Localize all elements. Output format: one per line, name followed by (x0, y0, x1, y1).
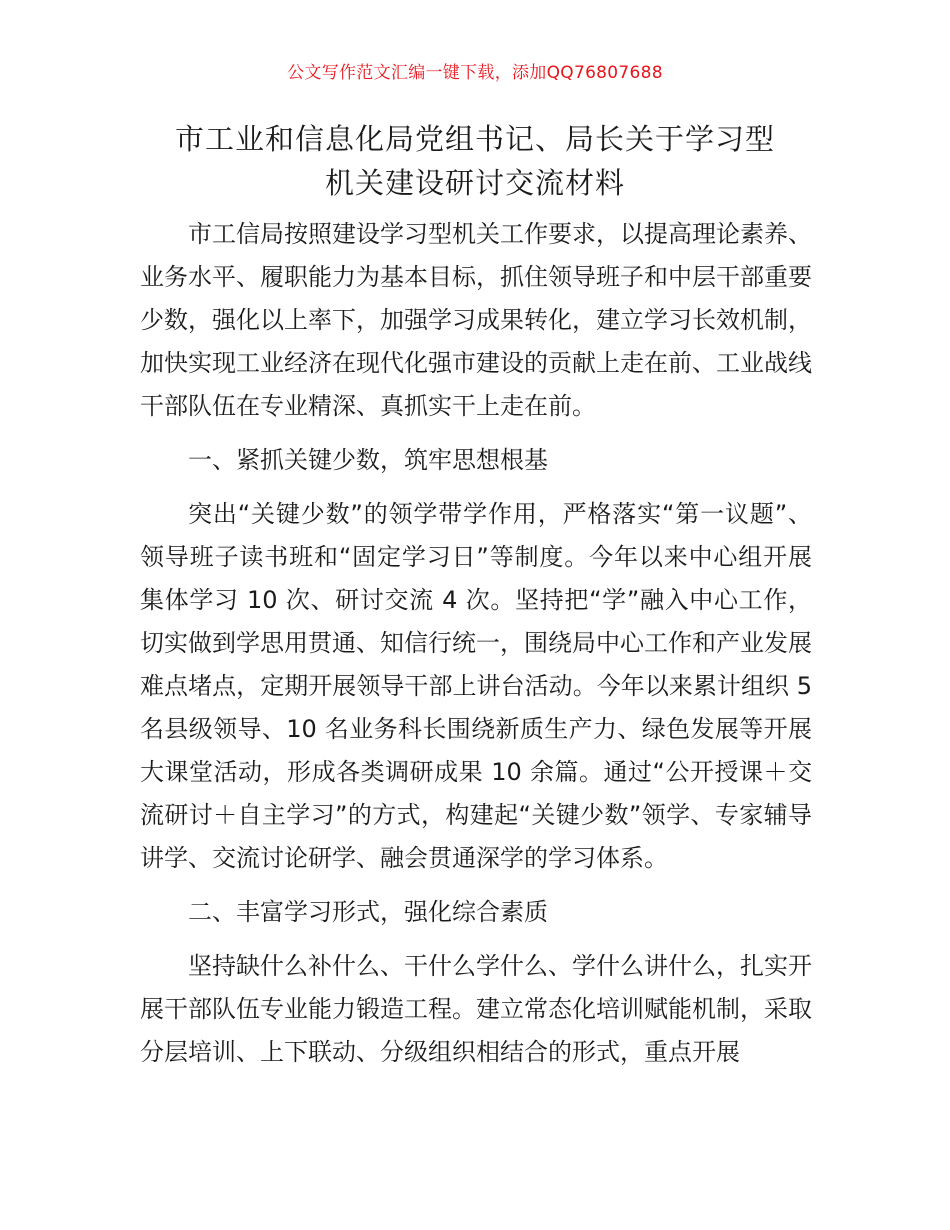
title-line-1: 市工业和信息化局党组书记、局长关于学习型 (174, 122, 775, 156)
section-1-heading: 一、紧抓关键少数，筑牢思想根基 (188, 446, 548, 474)
download-banner: 公文写作范文汇编一键下载，添加QQ76807688 (287, 63, 663, 83)
document-body (140, 213, 812, 1074)
intro-paragraph: 市工信局按照建设学习型机关工作要求，以提高理论素养、业务水平、履职能力为基本目标，抓住领导班子和中层干部重要少数，强化以上率下，加强学习成果转化，建立学习长效机制，加快实现工业经济在现代化强市建设的贡献上走在前、工业战线干部队伍在专业精深、真抓实干上走在前。 (140, 220, 812, 420)
title-line-2: 机关建设研讨交流材料 (324, 166, 625, 200)
document-title (120, 117, 830, 205)
section-2-heading: 二、丰富学习形式，强化综合素质 (188, 898, 548, 926)
section-2-paragraph: 坚持缺什么补什么、干什么学什么、学什么讲什么，扎实开展干部队伍专业能力锻造工程。建立常态化培训赋能机制，采取分层培训、上下联动、分级组织相结合的形式，重点开展 (140, 952, 812, 1066)
section-1-paragraph: 突出“关键少数”的领学带学作用，严格落实“第一议题”、领导班子读书班和“固定学习日”等制度。今年以来中心组开展集体学习 10 次、研讨交流 4 次。坚持把“学”融入中心工作，切实做到学思用贯通、知信行统一，围绕局中心工作和产业发展难点堵点，定期开展领导干部上讲台活动。今年以来累计组织 5 名县级领导、10 名业务科长围绕新质生产力、绿色发展等开展大课堂活动，形成各类调研成果 10 余篇。通过“公开授课＋交流研讨＋自主学习”的方式，构建起“关键少数”领学、专家辅导讲学、交流讨论研学、融会贯通深学的学习体系。 (140, 500, 812, 872)
